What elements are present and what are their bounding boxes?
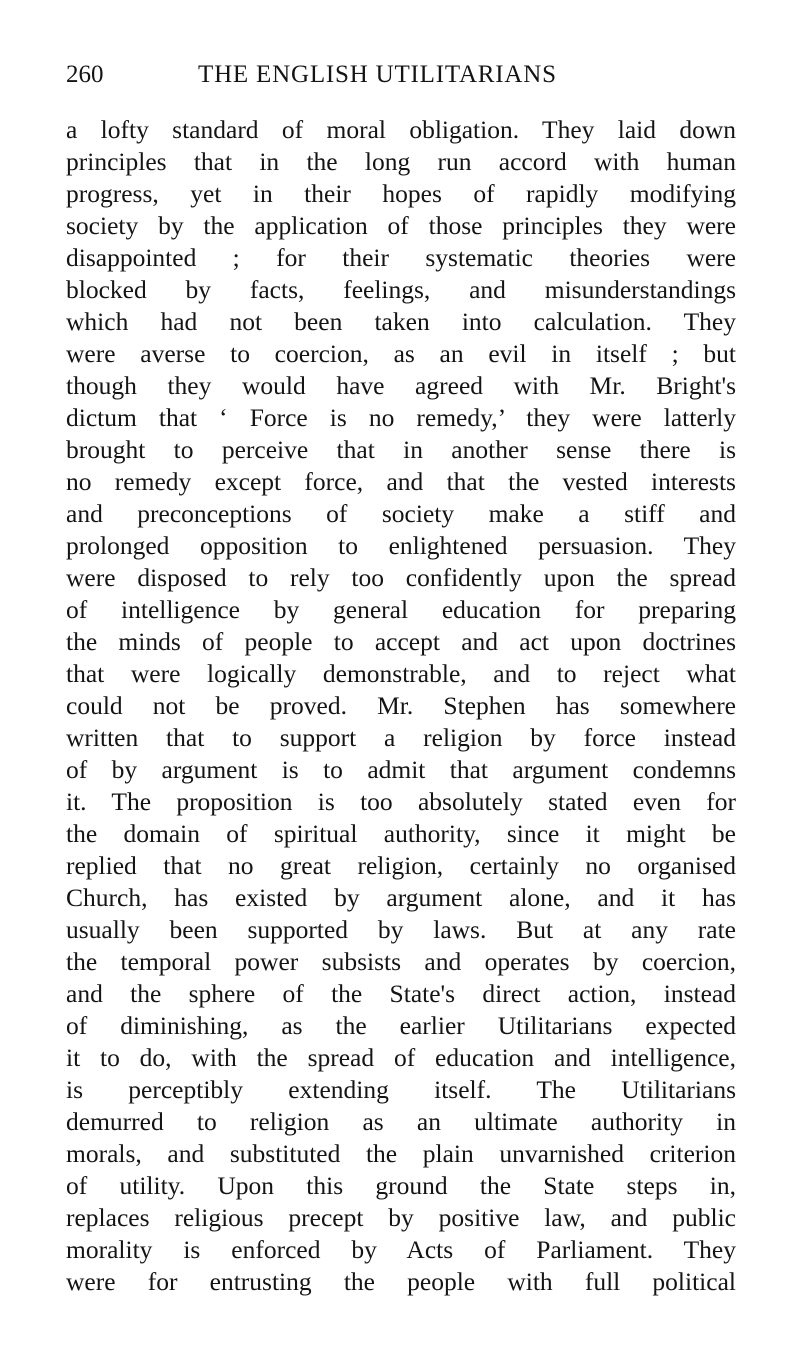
text-line: the domain of spiritual authority, since it might be (66, 819, 736, 848)
text-line: though they would have agreed with Mr. Bright's (66, 371, 736, 400)
running-head (66, 58, 736, 92)
text-line: the temporal power subsists and operates by coercion, (66, 947, 736, 976)
text-line: that were logically demonstrable, and to reject what (66, 659, 736, 688)
text-line: a lofty standard of moral obligation. They laid down (66, 115, 736, 144)
text-line: disappointed ; for their systematic theories were (66, 243, 736, 272)
text-line: were disposed to rely too confidently upon the spread (66, 563, 736, 592)
text-line: of intelligence by general education for preparing (66, 595, 736, 624)
text-line: were averse to coercion, as an evil in itself ; but (66, 339, 736, 368)
text-line: of utility. Upon this ground the State steps in, (66, 1171, 736, 1200)
text-line: it to do, with the spread of education and intelligence, (66, 1043, 736, 1072)
text-line: and preconceptions of society make a stiff and (66, 499, 736, 528)
text-line: of by argument is to admit that argument condemns (66, 755, 736, 784)
text-line: were for entrusting the people with full political (66, 1267, 736, 1296)
text-line: morals, and substituted the plain unvarnished criterion (66, 1139, 736, 1168)
text-line: blocked by facts, feelings, and misunderstandings (66, 275, 736, 304)
text-line: could not be proved. Mr. Stephen has somewhere (66, 691, 736, 720)
text-line: the minds of people to accept and act upon doctrines (66, 627, 736, 656)
text-line: progress, yet in their hopes of rapidly modifying (66, 179, 736, 208)
text-line: and the sphere of the State's direct action, instead (66, 979, 736, 1008)
text-line: principles that in the long run accord with human (66, 147, 736, 176)
page-number: 260 (66, 61, 104, 88)
text-line: society by the application of those principles they were (66, 211, 736, 240)
text-line: brought to perceive that in another sense there is (66, 435, 736, 464)
text-line: it. The proposition is too absolutely stated even for (66, 787, 736, 816)
text-line: replied that no great religion, certainly no organised (66, 851, 736, 880)
running-title: THE ENGLISH UTILITARIANS (198, 61, 557, 88)
text-line: is perceptibly extending itself. The Utilitarians (66, 1075, 736, 1104)
text-line: demurred to religion as an ultimate authority in (66, 1107, 736, 1136)
body-text (66, 114, 736, 1298)
text-line: of diminishing, as the earlier Utilitarians expected (66, 1011, 736, 1040)
text-line: Church, has existed by argument alone, and it has (66, 883, 736, 912)
text-line: replaces religious precept by positive law, and public (66, 1203, 736, 1232)
text-line: no remedy except force, and that the vested interests (66, 467, 736, 496)
text-line: prolonged opposition to enlightened persuasion. They (66, 531, 736, 560)
text-line: usually been supported by laws. But at any rate (66, 915, 736, 944)
text-line: which had not been taken into calculation. They (66, 307, 736, 336)
text-line: morality is enforced by Acts of Parliament. They (66, 1235, 736, 1264)
text-line: written that to support a religion by force instead (66, 723, 736, 752)
text-line: dictum that ‘ Force is no remedy,’ they were latterly (66, 403, 736, 432)
